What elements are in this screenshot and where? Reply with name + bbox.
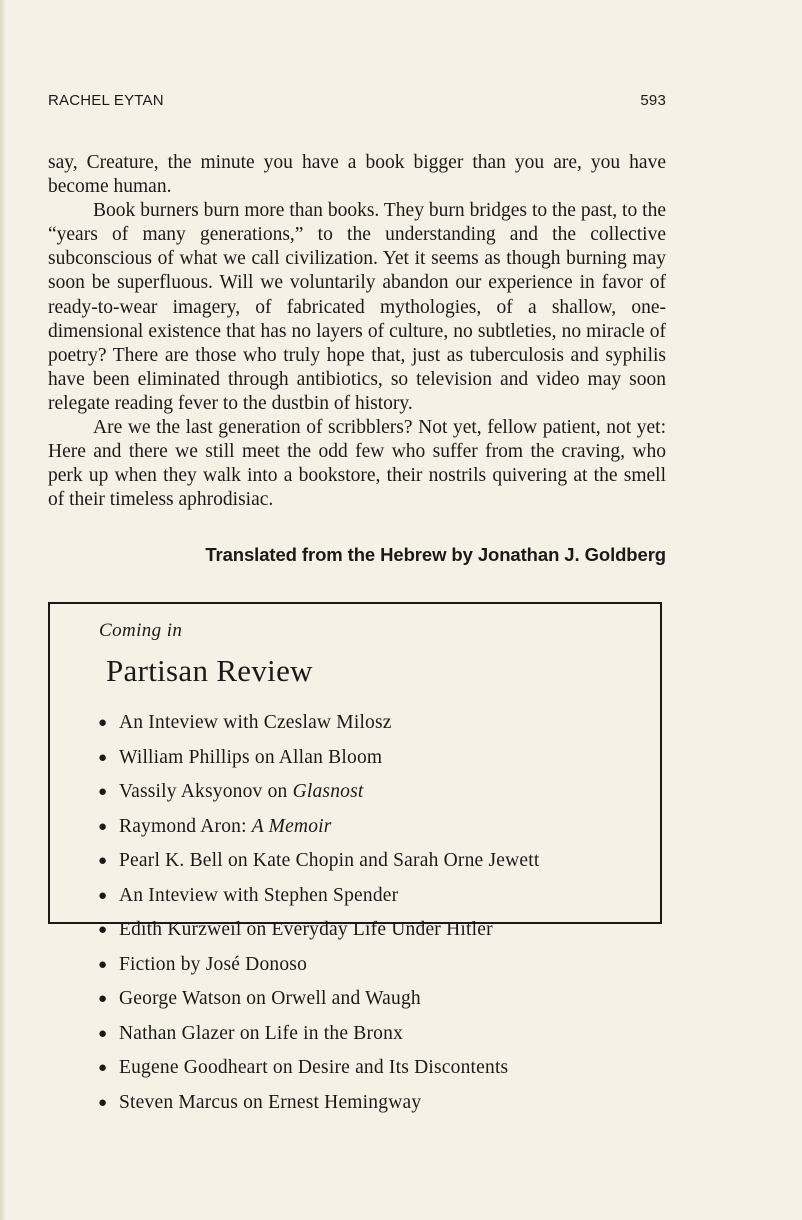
contents-item [98, 1086, 539, 1121]
body-paragraph: Are we the last generation of scribblers? Not yet, fellow patient, not yet: Here and there we still meet the odd few who suffer from the craving, who perk up when they walk into a bookstore, their nostrils quivering at the smell of their timeless aphrodisiac. [48, 417, 666, 511]
contents-item-italic-title: Glasnost [292, 781, 364, 802]
contents-item-text: Fiction by José Donoso [119, 953, 308, 975]
contents-item [98, 948, 539, 983]
contents-item-text: An Inteview with Stephen Spender [119, 884, 399, 906]
contents-item [98, 844, 539, 879]
contents-item-text: Steven Marcus on Ernest Hemingway [119, 1091, 422, 1113]
bullet-icon: ● [98, 922, 108, 938]
contents-item [98, 810, 539, 845]
running-head-author: RACHEL EYTAN [48, 92, 164, 109]
contents-item [98, 1017, 539, 1052]
contents-item [98, 913, 539, 948]
contents-item [98, 982, 539, 1017]
contents-item-italic-title: A Memoir [251, 815, 332, 837]
contents-item [98, 741, 539, 776]
contents-item [98, 879, 539, 914]
bullet-icon: ● [98, 818, 108, 835]
contents-item-text: Edith Kurzweil on Everyday Life Under Hitler [119, 919, 493, 940]
bullet-icon: ● [98, 1060, 108, 1076]
bullet-icon: ● [98, 784, 108, 800]
contents-item [98, 775, 539, 810]
page-edge-shadow [0, 0, 6, 1220]
contents-item-text: Vassily Aksyonov on [119, 781, 293, 802]
contents-list [98, 706, 539, 1120]
contents-item-text: Pearl K. Bell on Kate Chopin and Sarah Orne Jewett [119, 850, 540, 871]
page-number: 593 [640, 92, 666, 109]
bullet-icon: ● [98, 1094, 108, 1111]
contents-item-text: George Watson on Orwell and Waugh [119, 988, 421, 1009]
bullet-icon: ● [98, 1025, 108, 1042]
journal-title: Partisan Review [106, 653, 313, 688]
contents-item-text: Raymond Aron: [119, 815, 252, 837]
contents-item-text: An Inteview with Czeslaw Milosz [119, 712, 392, 733]
bullet-icon: ● [98, 715, 108, 731]
article-body [48, 151, 666, 512]
contents-item-text: Eugene Goodheart on Desire and Its Discontents [119, 1057, 509, 1078]
contents-item [98, 1051, 539, 1086]
bullet-icon: ● [98, 749, 108, 766]
body-paragraph: Book burners burn more than books. They burn bridges to the past, to the “years of many generations,” to the understanding and the collective subconscious of what we call civilization. Yet it seems as though burning may soon be superfluous. Will we voluntarily abandon our experience in favor of ready-to-wear imagery, of fabricated mythologies, of a shallow, one-dimensional existence that has no layers of culture, no subtleties, no miracle of poetry? There are those who truly hope that, just as tuberculosis and syphilis have been eliminated through antibiotics, so television and video may soon relegate reading fever to the dustbin of history. [48, 200, 666, 414]
body-paragraph: say, Creature, the minute you have a book bigger than you are, you have become human. [48, 152, 666, 198]
bullet-icon: ● [98, 956, 108, 973]
contents-item-text: Nathan Glazer on Life in the Bronx [119, 1022, 404, 1044]
bullet-icon: ● [98, 887, 108, 904]
bullet-icon: ● [98, 853, 108, 869]
coming-soon-box [48, 602, 662, 1113]
translator-credit: Translated from the Hebrew by Jonathan J. Goldberg [205, 544, 666, 565]
bullet-icon: ● [98, 991, 108, 1007]
contents-item-text: William Phillips on Allan Bloom [119, 746, 383, 768]
box-kicker: Coming in [99, 620, 183, 641]
contents-item [98, 706, 539, 741]
